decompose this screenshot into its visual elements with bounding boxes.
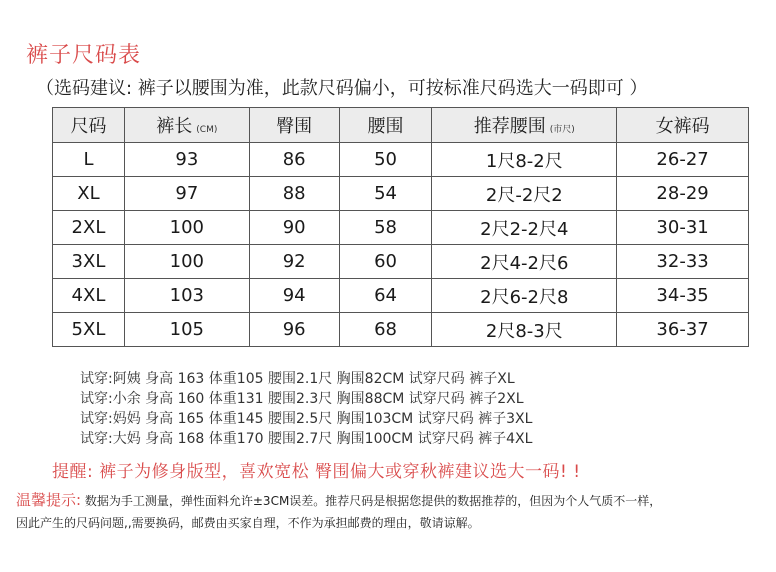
table-cell: 4XL [53, 279, 125, 313]
table-cell: 93 [124, 143, 249, 177]
warm-tips-text: 因此产生的尺码问题,,需要换码，邮费由买家自理，不作为承担邮费的理由，敬请谅解。 [16, 516, 480, 530]
table-cell: 30-31 [617, 211, 749, 245]
table-cell: 26-27 [617, 143, 749, 177]
try-on-line: 试穿:小余 身高 160 体重131 腰围2.3尺 胸围88CM 试穿尺码 裤子2XL [80, 391, 524, 407]
table-cell: 2尺6-2尺8 [432, 279, 617, 313]
table-cell: XL [53, 177, 125, 211]
table-cell: 100 [124, 211, 249, 245]
try-on-line: 试穿:大妈 身高 168 体重170 腰围2.7尺 胸围100CM 试穿尺码 裤子4XL [80, 431, 533, 447]
warm-tips-label: 温馨提示: [16, 491, 82, 509]
table-cell: 103 [124, 279, 249, 313]
table-cell: 2尺4-2尺6 [432, 245, 617, 279]
table-cell: 2尺2-2尺4 [432, 211, 617, 245]
page-title: 裤子尺码表 [26, 43, 142, 68]
table-cell: 88 [249, 177, 339, 211]
table-cell: 97 [124, 177, 249, 211]
table-row [53, 279, 749, 313]
header-size [53, 108, 125, 143]
fit-reminder: 提醒: 裤子为修身版型，喜欢宽松 臀围偏大或穿秋裤建议选大一码! ! [52, 462, 581, 482]
table-header-row [53, 108, 749, 143]
table-row [53, 313, 749, 347]
table-cell: 92 [249, 245, 339, 279]
table-cell: 100 [124, 245, 249, 279]
header-label: 腰围 [367, 116, 404, 137]
table-cell: 105 [124, 313, 249, 347]
header-unit: (CM) [196, 125, 218, 135]
warm-tips-text: 数据为手工测量，弹性面料允许±3CM误差。推荐尺码是根据您提供的数据推荐的，但因为个人气质不一样， [81, 494, 662, 508]
table-cell: 50 [339, 143, 432, 177]
table-row [53, 143, 749, 177]
table-cell: 32-33 [617, 245, 749, 279]
table-cell: 2XL [53, 211, 125, 245]
try-on-line: 试穿:妈妈 身高 165 体重145 腰围2.5尺 胸围103CM 试穿尺码 裤子3XL [80, 411, 533, 427]
table-cell: 3XL [53, 245, 125, 279]
table-cell: 36-37 [617, 313, 749, 347]
header-label: 推荐腰围 [473, 116, 546, 137]
table-cell: 2尺-2尺2 [432, 177, 617, 211]
table-cell: 60 [339, 245, 432, 279]
table-row [53, 211, 749, 245]
table-cell: L [53, 143, 125, 177]
table-cell: 2尺8-3尺 [432, 313, 617, 347]
table-cell: 34-35 [617, 279, 749, 313]
table-cell: 96 [249, 313, 339, 347]
table-row [53, 177, 749, 211]
header-women-size [617, 108, 749, 143]
table-cell: 94 [249, 279, 339, 313]
table-cell: 5XL [53, 313, 125, 347]
table-cell: 28-29 [617, 177, 749, 211]
header-recommended-waist [432, 108, 617, 143]
table-cell: 90 [249, 211, 339, 245]
table-cell: 68 [339, 313, 432, 347]
warm-tips [16, 489, 776, 534]
try-on-line: 试穿:阿姨 身高 163 体重105 腰围2.1尺 胸围82CM 试穿尺码 裤子XL [80, 371, 515, 387]
header-label: 女裤码 [655, 116, 710, 137]
table-row [53, 245, 749, 279]
header-label: 尺码 [70, 116, 107, 137]
header-label: 臀围 [276, 116, 313, 137]
size-table [52, 107, 749, 347]
header-length [124, 108, 249, 143]
header-waist [339, 108, 432, 143]
table-cell: 64 [339, 279, 432, 313]
header-hip [249, 108, 339, 143]
try-on-notes [80, 369, 532, 449]
size-advice: （选码建议: 裤子以腰围为准，此款尺码偏小，可按标准尺码选大一码即可 ） [36, 78, 648, 99]
table-cell: 54 [339, 177, 432, 211]
table-cell: 58 [339, 211, 432, 245]
header-label: 裤长 [156, 116, 193, 137]
table-cell: 86 [249, 143, 339, 177]
table-cell: 1尺8-2尺 [432, 143, 617, 177]
header-unit: (市尺) [549, 125, 575, 135]
